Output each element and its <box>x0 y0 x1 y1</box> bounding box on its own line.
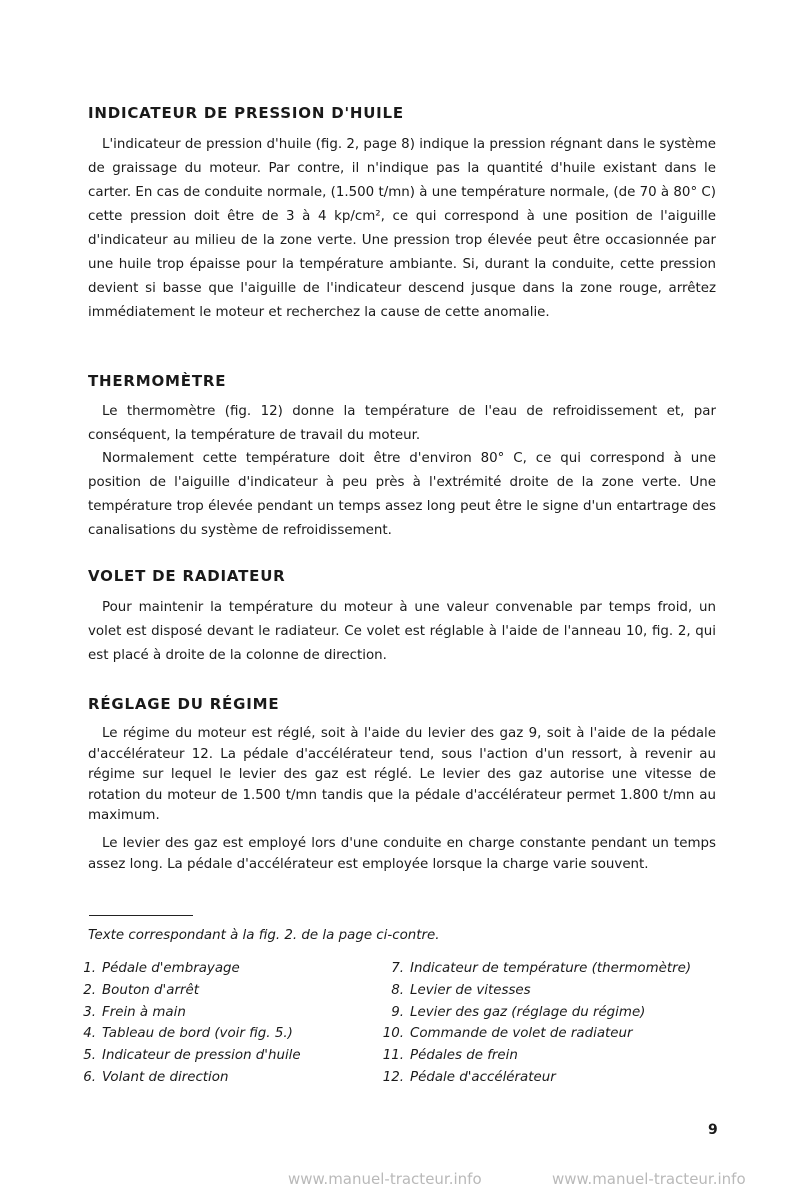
legend-item: 4. Tableau de bord (voir fig. 5.) <box>83 1026 293 1042</box>
legend-list-right <box>382 958 712 1089</box>
paragraph-thermometer-2: Normalement cette température doit être d'environ 80° C, ce qui correspond à une position de l'aiguille d'indicateur à peu près à l'extrémité droite de la zone verte. Une température trop élevée pendant un temps assez long peut être le signe d'un entartrage des canalisations du système de refroidissement. <box>88 451 716 538</box>
legend-item: 8. Levier de vitesses <box>391 982 531 998</box>
paragraph-engine-speed-1: Le régime du moteur est réglé, soit à l'aide du levier des gaz 9, soit à l'aide de la pédale d'accélérateur 12. La pédale d'accélérateur tend, sous l'action d'un ressort, à revenir au régime sur lequel le levier des gaz est réglé. Le levier des gaz autorise une vitesse de rotation du moteur de 1.500 t/mn tandis que la pédale d'accélérateur permet 1.800 t/mn au maximum. <box>88 726 716 823</box>
legend-item: 6. Volant de direction <box>83 1069 229 1085</box>
legend-item: 12. Pédale d'accélérateur <box>382 1069 556 1085</box>
paragraph-radiator-shutter: Pour maintenir la température du moteur à une valeur convenable par temps froid, un volet est disposé devant le radiateur. Ce volet est réglable à l'aide de l'anneau 10, fig. 2, qui est placé à droite de la colonne de direction. <box>88 600 716 663</box>
section-heading-engine-speed: RÉGLAGE DU RÉGIME <box>88 695 280 713</box>
legend-item: 2. Bouton d'arrêt <box>83 982 199 998</box>
watermark-text: www.manuel-tracteur.info <box>288 1170 482 1188</box>
legend-item: 1. Pédale d'embrayage <box>83 961 240 976</box>
legend-item: 11. Pédales de frein <box>382 1048 518 1064</box>
figure-caption: Texte correspondant à la fig. 2. de la page ci-contre. <box>88 928 440 943</box>
legend-item: 7. Indicateur de température (thermomètre) <box>391 961 692 976</box>
paragraph-thermometer-1: Le thermomètre (fig. 12) donne la température de l'eau de refroidissement et, par conséquent, la température de travail du moteur. <box>88 404 716 443</box>
legend-item: 3. Frein à main <box>83 1004 186 1020</box>
footnote-divider <box>89 915 193 916</box>
legend-list-left <box>74 958 404 1089</box>
section-heading-oil-pressure: INDICATEUR DE PRESSION D'HUILE <box>88 104 404 122</box>
paragraph-engine-speed-2: Le levier des gaz est employé lors d'une conduite en charge constante pendant un temps assez long. La pédale d'accélérateur est employée lorsque la charge varie souvent. <box>88 836 716 872</box>
paragraph-oil-pressure: L'indicateur de pression d'huile (fig. 2, page 8) indique la pression régnant dans le système de graissage du moteur. Par contre, il n'indique pas la quantité d'huile existant dans le carter. En cas de conduite normale, (1.500 t/mn) à une température normale, (de 70 à 80° C) cette pression doit être de 3 à 4 kp/cm², ce qui correspond à une position de l'aiguille d'indicateur au milieu de la zone verte. Une pression trop élevée peut être occasionnée par une huile trop épaisse pour la température ambiante. Si, durant la conduite, cette pression devient si basse que l'aiguille de l'indicateur descend jusque dans la zone rouge, arrêtez immédiatement le moteur et recherchez la cause de cette anomalie. <box>88 137 716 320</box>
section-heading-radiator-shutter: VOLET DE RADIATEUR <box>88 567 286 585</box>
section-heading-thermometer: THERMOMÈTRE <box>88 372 227 390</box>
legend-item: 9. Levier des gaz (réglage du régime) <box>391 1004 646 1020</box>
legend-item: 10. Commande de volet de radiateur <box>382 1026 633 1042</box>
watermark-text: www.manuel-tracteur.info <box>552 1170 746 1188</box>
page-number: 9 <box>708 1122 718 1138</box>
legend-item: 5. Indicateur de pression d'huile <box>83 1048 301 1064</box>
